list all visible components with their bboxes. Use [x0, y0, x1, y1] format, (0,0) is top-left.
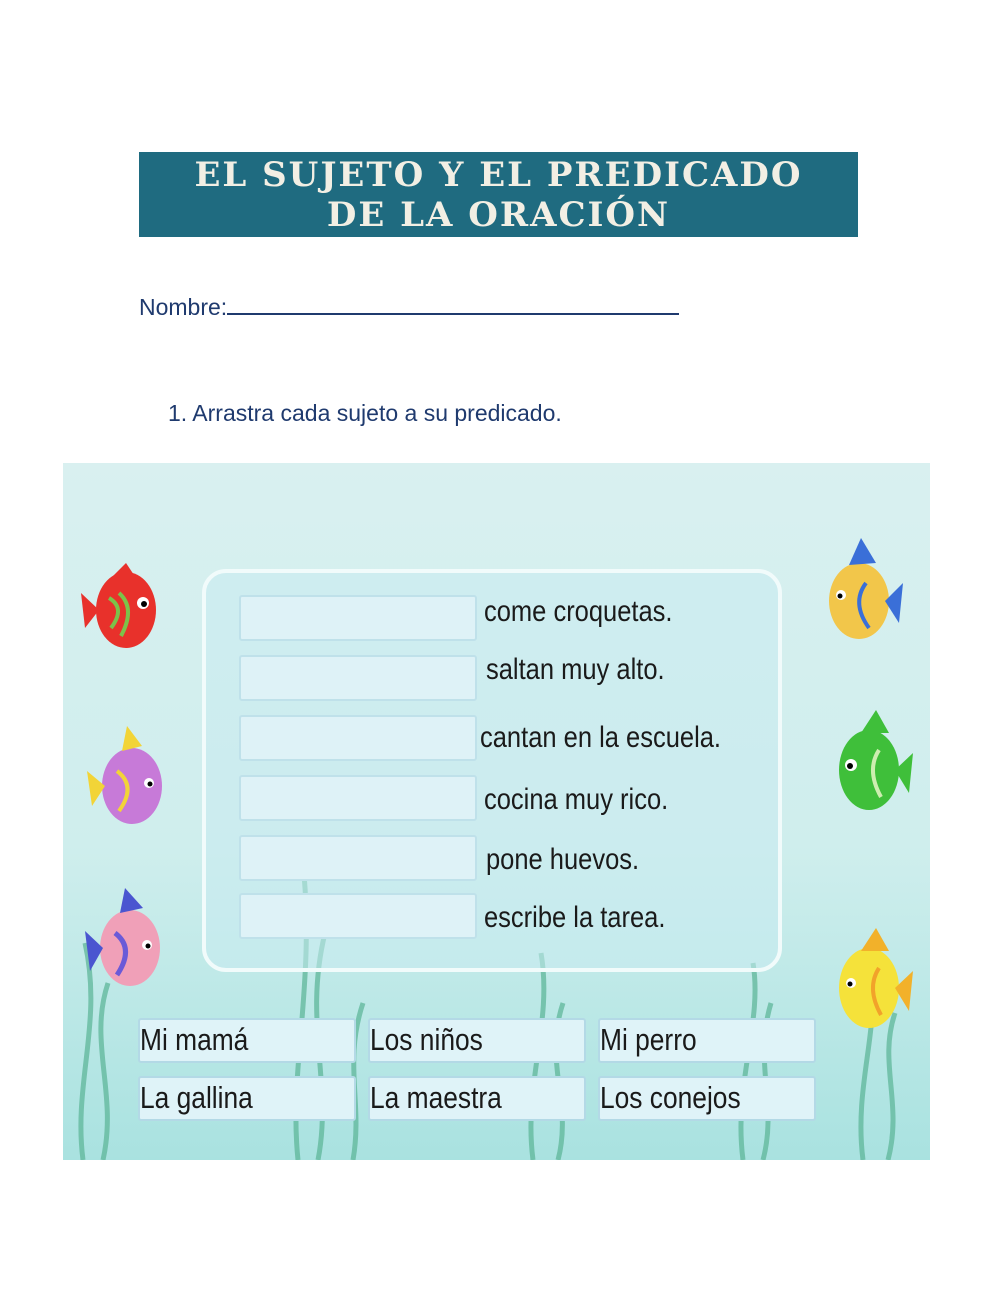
matching-panel [202, 569, 782, 972]
predicate-2: saltan muy alto. [486, 653, 665, 686]
drop-slot-5[interactable] [239, 835, 477, 881]
predicate-5: pone huevos. [486, 843, 640, 876]
title-line-2: DE LA ORACIÓN [326, 195, 671, 235]
red-fish-icon [81, 558, 163, 658]
drop-slot-1[interactable] [239, 595, 477, 641]
predicate-6: escribe la tarea. [484, 901, 666, 934]
title-banner [139, 152, 858, 237]
subject-label: Los conejos [600, 1080, 741, 1115]
activity-scene [63, 463, 930, 1160]
instruction: 1. Arrastra cada sujeto a su predicado. [168, 400, 562, 426]
purple-fish-icon [87, 721, 169, 836]
subject-label: Los niños [370, 1022, 483, 1057]
subject-label: Mi mamá [140, 1022, 249, 1057]
subject-chip-6[interactable] [598, 1076, 816, 1121]
subject-label: La gallina [140, 1080, 253, 1115]
yellow-blue-fish-icon [821, 533, 903, 653]
predicate-4: cocina muy rico. [484, 783, 669, 816]
subject-label: La maestra [370, 1080, 502, 1115]
subject-chip-4[interactable] [138, 1076, 356, 1121]
drop-slot-6[interactable] [239, 893, 477, 939]
name-label: Nombre: [139, 294, 228, 320]
green-fish-icon [831, 705, 913, 825]
name-blank-line[interactable] [227, 293, 679, 315]
subject-chip-2[interactable] [368, 1018, 586, 1063]
title-line-1: EL SUJETO Y EL PREDICADO [194, 155, 803, 195]
drop-slot-3[interactable] [239, 715, 477, 761]
subject-chip-5[interactable] [368, 1076, 586, 1121]
predicate-1: come croquetas. [484, 595, 673, 628]
pink-fish-icon [85, 883, 167, 1001]
predicate-3: cantan en la escuela. [480, 721, 722, 754]
subject-chip-1[interactable] [138, 1018, 356, 1063]
drop-slot-2[interactable] [239, 655, 477, 701]
drop-slot-4[interactable] [239, 775, 477, 821]
yellow-fish-icon [831, 923, 913, 1041]
subject-chip-3[interactable] [598, 1018, 816, 1063]
name-field [139, 293, 679, 321]
subject-label: Mi perro [600, 1022, 697, 1057]
